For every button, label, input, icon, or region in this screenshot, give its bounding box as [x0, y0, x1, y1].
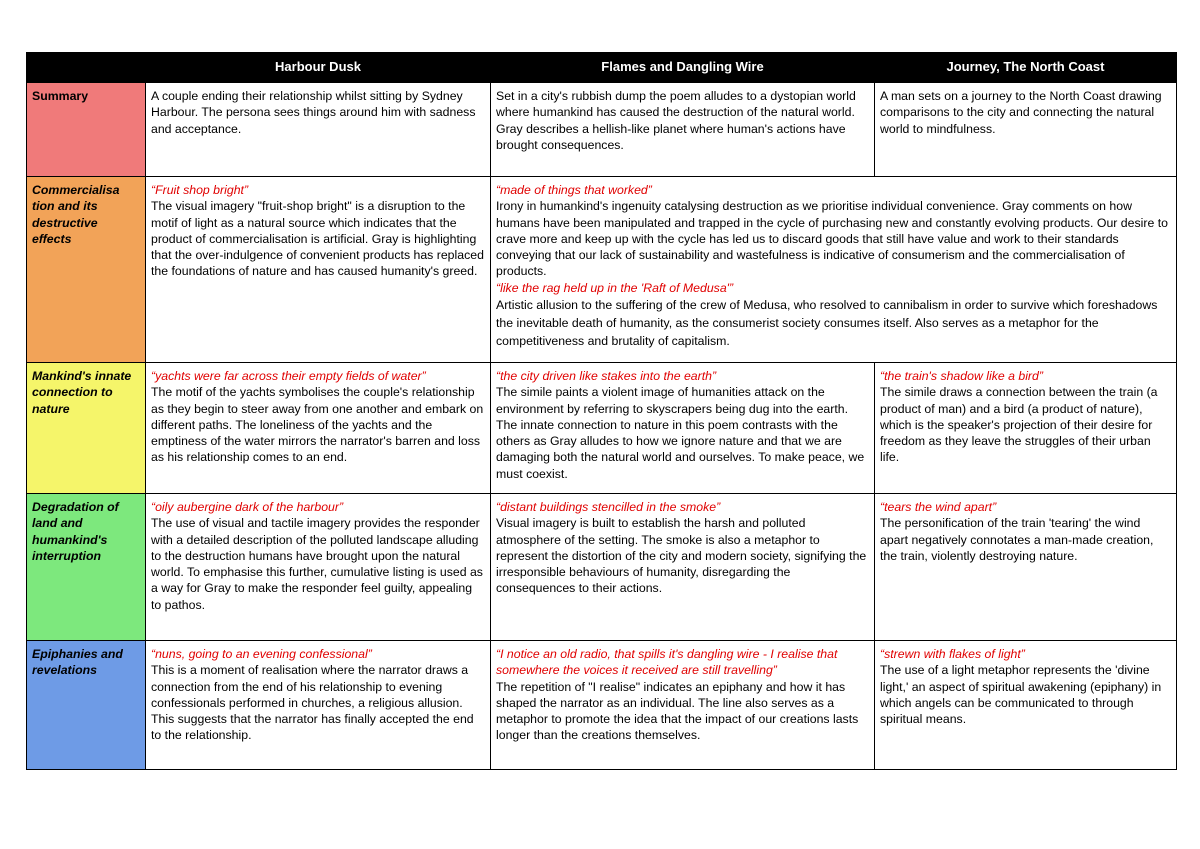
quote-text: “the train's shadow like a bird” — [880, 369, 1043, 383]
quote-text: “tears the wind apart” — [880, 500, 997, 514]
header-flames-and-dangling-wire: Flames and Dangling Wire — [491, 53, 875, 83]
row-label-commercialisation: Commercialisa tion and its destructive effects — [27, 177, 146, 363]
quote-text: “made of things that worked” — [496, 183, 652, 197]
cell-mankind-harbour-dusk — [146, 363, 491, 494]
cell-summary-harbour-dusk: A couple ending their relationship whilst sitting by Sydney Harbour. The persona sees things around him with sadness and acceptance. — [146, 83, 491, 177]
cell-summary-journey: A man sets on a journey to the North Coast drawing comparisons to the city and connecting the natural world to mindfulness. — [875, 83, 1177, 177]
row-label-mankind: Mankind's innate connection to nature — [27, 363, 146, 494]
header-row — [27, 53, 1177, 83]
quote-text: “the city driven like stakes into the earth” — [496, 369, 717, 383]
row-commercialisation — [27, 177, 1177, 363]
row-label-degradation: Degradation of land and humankind's interruption — [27, 494, 146, 641]
header-journey-north-coast: Journey, The North Coast — [875, 53, 1177, 83]
cell-epiphanies-journey — [875, 641, 1177, 770]
quote-text: “strewn with flakes of light” — [880, 647, 1025, 661]
quote-text: “nuns, going to an evening confessional” — [151, 647, 372, 661]
quote-text: “I notice an old radio, that spills it's dangling wire - I realise that somewhere the voices it received are still travelling” — [496, 647, 838, 678]
analysis-text: The use of a light metaphor represents the 'divine light,' an aspect of spiritual awakening (epiphany) in which angels can be communicated to through spiritual means. — [880, 663, 1162, 727]
quote-text: “yachts were far across their empty fields of water” — [151, 369, 426, 383]
analysis-text: The visual imagery "fruit-shop bright" is a disruption to the motif of light as a natural source which indicates that the product of commercialisation is artificial. Gray is highlighting that the over-indulgence of convenient products has replaced the foundations of nature and has caused humanity's greed. — [151, 199, 484, 279]
cell-mankind-journey — [875, 363, 1177, 494]
cell-commercialisation-merged — [491, 177, 1177, 363]
row-summary — [27, 83, 1177, 177]
analysis-text: The personification of the train 'tearing' the wind apart negatively connotates a man-made creation, the train, violently destroying nature. — [880, 516, 1154, 563]
analysis-text: Visual imagery is built to establish the harsh and polluted atmosphere of the setting. The smoke is also a metaphor to represent the distortion of the city and modern society, signifying the irresponsible behaviours of humanity, disregarding the consequences to their actions. — [496, 516, 867, 596]
quote-text: “like the rag held up in the 'Raft of Medusa'” — [496, 280, 734, 295]
row-label-epiphanies: Epiphanies and revelations — [27, 641, 146, 770]
header-harbour-dusk: Harbour Dusk — [146, 53, 491, 83]
comparison-table — [26, 52, 1177, 770]
analysis-text: Irony in humankind's ingenuity catalysing destruction as we prioritise individual convenience. Gray comments on how humans have been manipulated and trapped in the cycle of purchasing new and constantly evolving products. Our desire to crave more and keep up with the cycle has led us to discard goods that still have value and work to their standards conveying that our lack of sustainability and wastefulness is indicative of consumerism and the commercialisation of products. — [496, 199, 1168, 279]
cell-mankind-flames — [491, 363, 875, 494]
row-epiphanies — [27, 641, 1177, 770]
row-degradation — [27, 494, 1177, 641]
analysis-text: The simile draws a connection between the train (a product of man) and a bird (a product of nature), which is the speaker's projection of their desire for freedom as they leave the struggles of their urban life. — [880, 385, 1158, 465]
cell-degradation-journey — [875, 494, 1177, 641]
analysis-text: Artistic allusion to the suffering of the crew of Medusa, who resolved to cannibalism in order to survive which foreshadows the inevitable death of humanity, as the consumerist society consumes itself. Also serves as a metaphor for the competitiveness and brutality of capitalism. — [496, 298, 1158, 349]
analysis-text: The use of visual and tactile imagery provides the responder with a detailed description of the polluted landscape alluding to the destruction humans have brought upon the natural world. To emphasise this further, cumulative listing is used as a way for Gray to make the responder feel guilty, appealing to pathos. — [151, 516, 483, 612]
analysis-text: The simile paints a violent image of humanities attack on the environment by referring to skyscrapers being dug into the earth. The innate connection to nature in this poem contrasts with the others as Gray alludes to how we ignore nature and that we are damaging both the natural world and ourselves. To make peace, we must coexist. — [496, 385, 865, 481]
quote-text: “distant buildings stencilled in the smoke” — [496, 500, 721, 514]
row-mankind — [27, 363, 1177, 494]
cell-epiphanies-harbour-dusk — [146, 641, 491, 770]
cell-summary-flames: Set in a city's rubbish dump the poem alludes to a dystopian world where humankind has caused the destruction of the natural world. Gray describes a hellish-like planet where human's actions have brought consequences. — [491, 83, 875, 177]
quote-text: “oily aubergine dark of the harbour” — [151, 500, 344, 514]
cell-epiphanies-flames — [491, 641, 875, 770]
quote-text: “Fruit shop bright” — [151, 183, 249, 197]
analysis-text: This is a moment of realisation where the narrator draws a connection from the end of his relationship to evening confessionals performed in churches, a religious allusion. This suggests that the narrator has finally accepted the end to the relationship. — [151, 663, 474, 743]
header-corner — [27, 53, 146, 83]
cell-commercialisation-harbour-dusk — [146, 177, 491, 363]
analysis-text: The motif of the yachts symbolises the couple's relationship as they begin to steer away from one another and embark on different paths. The loneliness of the yachts and the emptiness of the water mirrors the narrator's barren and loss as his relationship comes to an end. — [151, 385, 484, 465]
cell-degradation-harbour-dusk — [146, 494, 491, 641]
analysis-text: The repetition of "I realise" indicates an epiphany and how it has shaped the narrator as an individual. The line also serves as a metaphor to promote the idea that the impact of our creations lasts longer than the creations themselves. — [496, 679, 859, 743]
row-label-summary: Summary — [27, 83, 146, 177]
cell-degradation-flames — [491, 494, 875, 641]
